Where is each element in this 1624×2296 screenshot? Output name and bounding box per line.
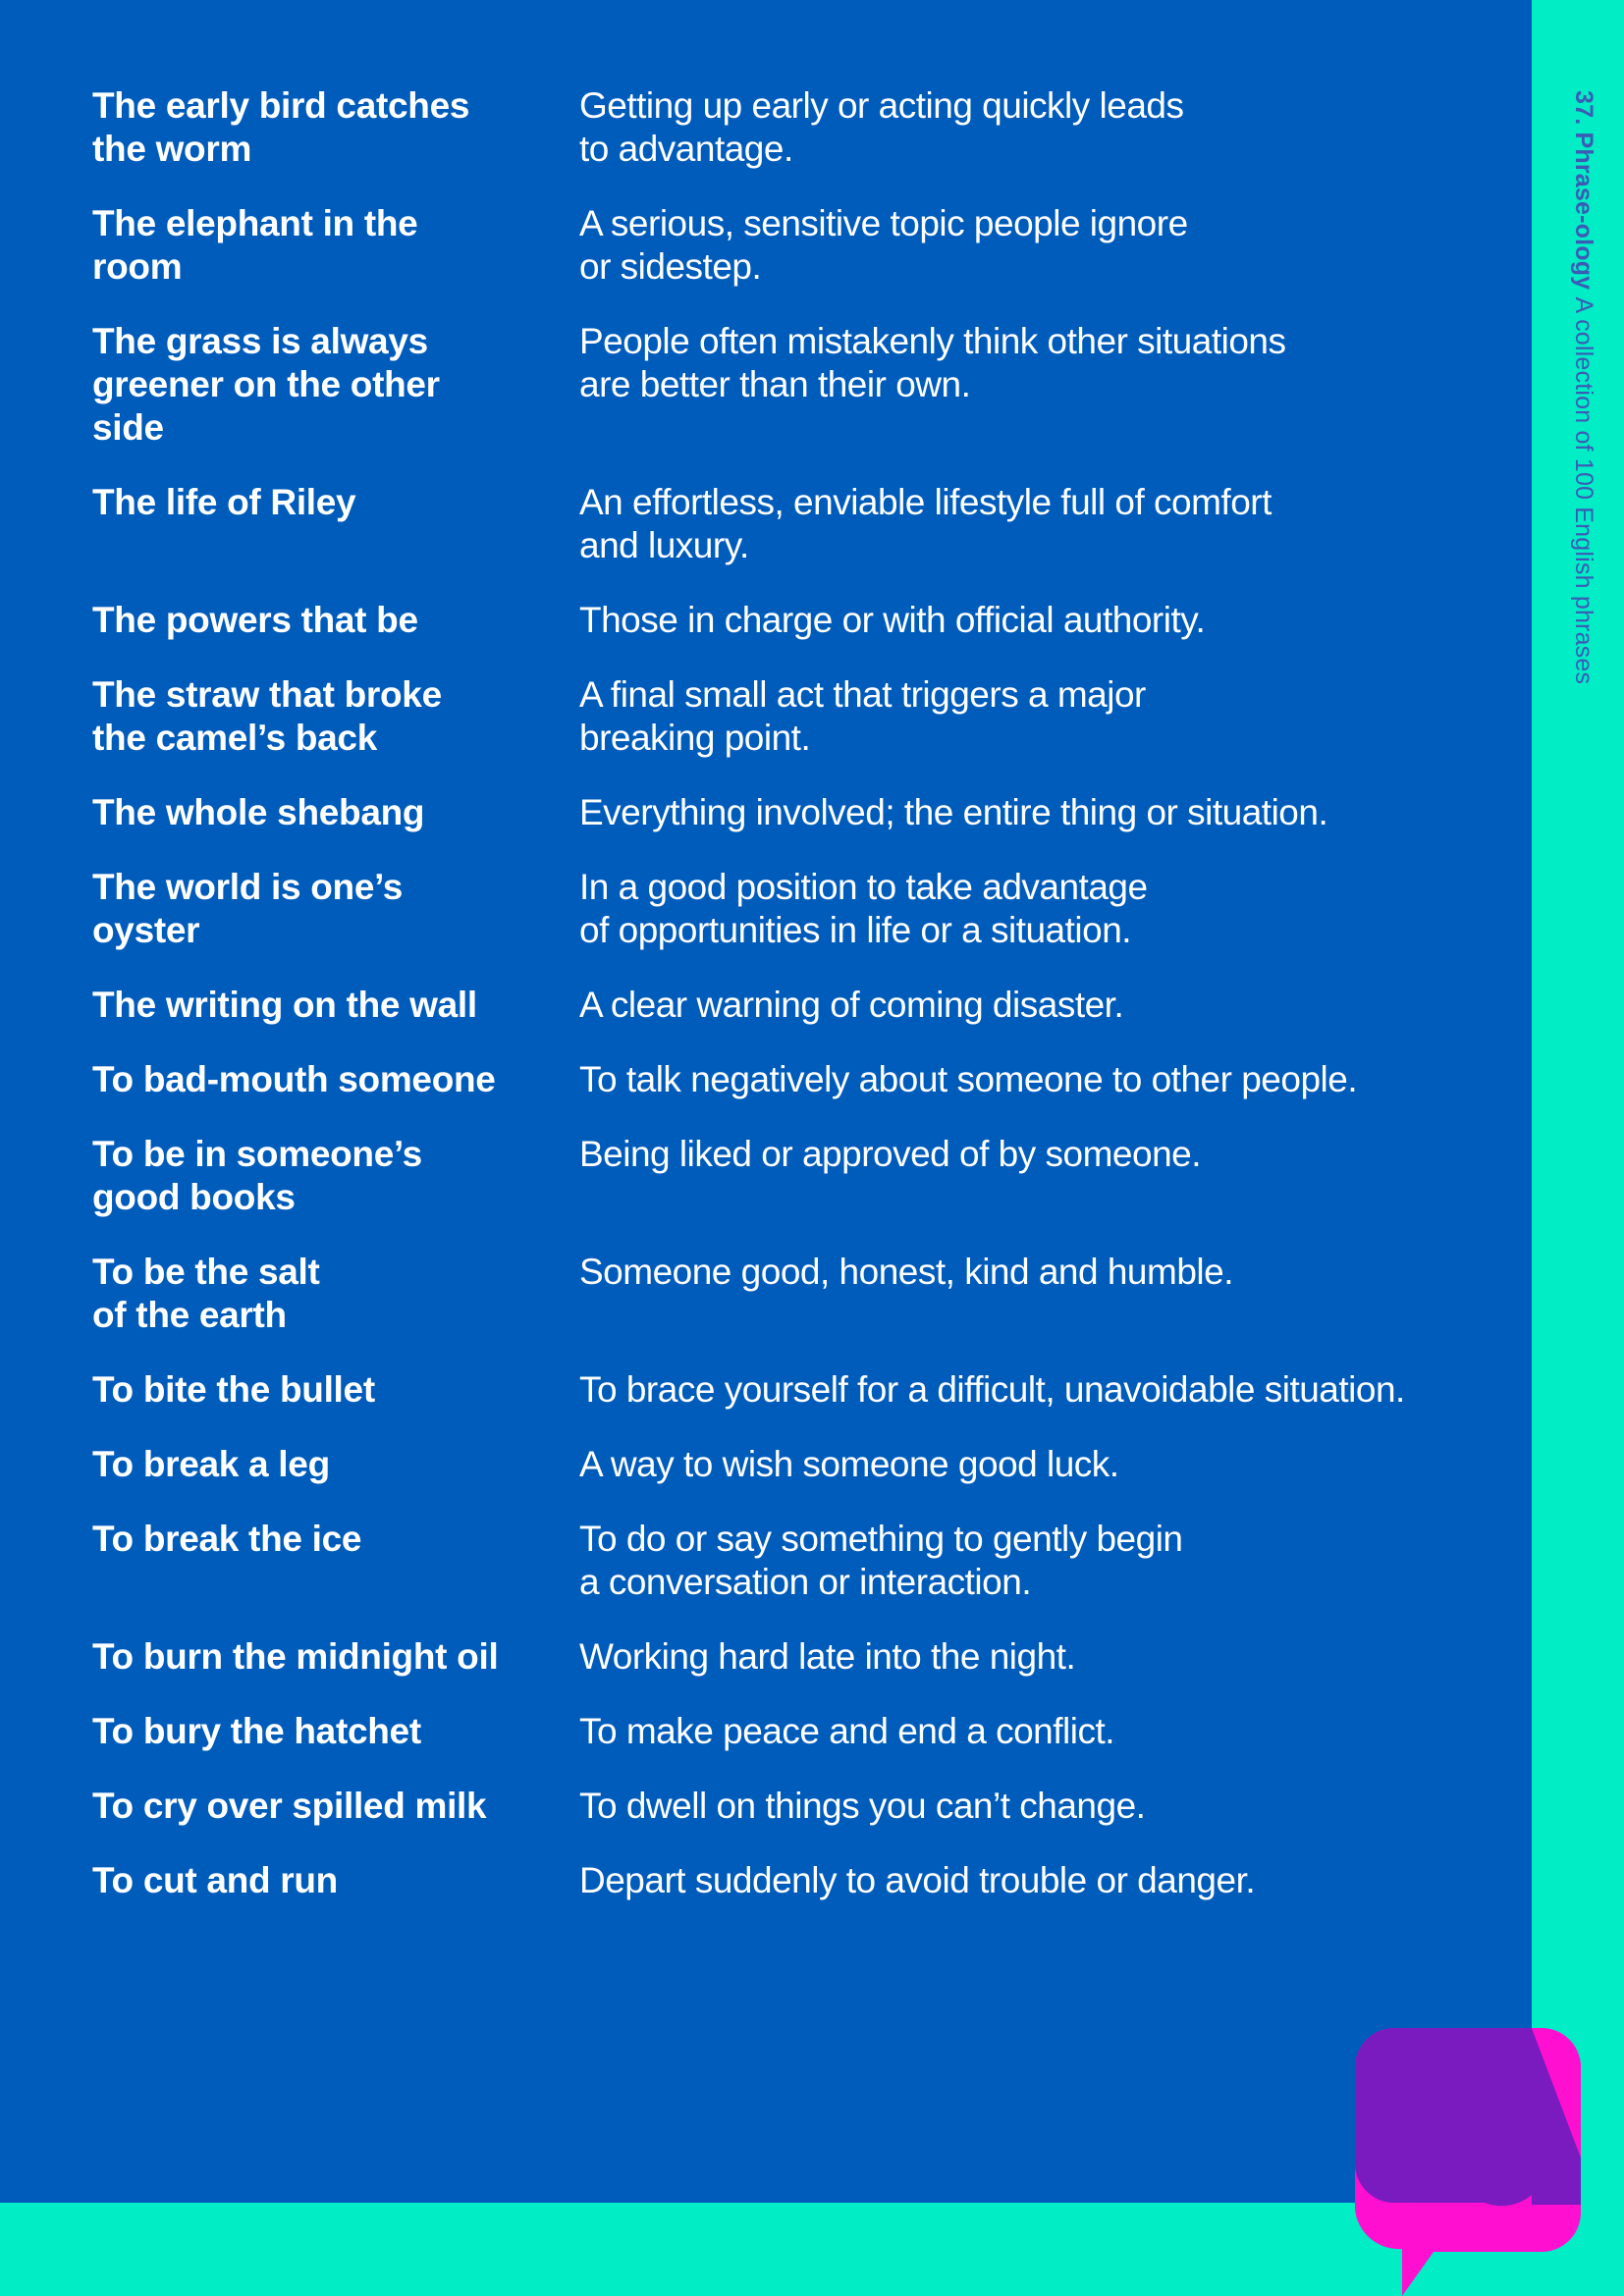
- phrase-term: To bad-mouth someone: [92, 1059, 496, 1099]
- phrase-row: [92, 481, 1487, 567]
- phrase-row: [92, 1443, 1487, 1486]
- phrase-term: The early bird catches the worm: [92, 85, 470, 169]
- phrase-definition: A final small act that triggers a major breaking point.: [579, 674, 1146, 758]
- phrase-definition: Everything involved; the entire thing or situation.: [579, 792, 1328, 832]
- phrase-definition: Being liked or approved of by someone.: [579, 1134, 1202, 1174]
- phrase-definition: A clear warning of coming disaster.: [579, 985, 1124, 1025]
- phrase-definition: People often mistakenly think other situations are better than their own.: [579, 321, 1286, 404]
- phrase-definition: Working hard late into the night.: [579, 1636, 1076, 1677]
- phrase-definition: Those in charge or with official authority.: [579, 600, 1206, 640]
- phrase-term: To cut and run: [92, 1860, 338, 1900]
- phrase-row: [92, 1058, 1487, 1101]
- phrase-row: [92, 1785, 1487, 1828]
- phrase-definition: Someone good, honest, kind and humble.: [579, 1252, 1233, 1292]
- phrase-row: [92, 202, 1487, 289]
- phrase-row: [92, 84, 1487, 171]
- phrase-list: [92, 84, 1487, 1934]
- phrase-term: The writing on the wall: [92, 985, 477, 1025]
- phrase-definition: In a good position to take advantage of opportunities in life or a situation.: [579, 867, 1148, 950]
- phrase-term: To break a leg: [92, 1444, 330, 1484]
- phrase-term: The world is one’s oyster: [92, 867, 404, 950]
- phrase-row: [92, 866, 1487, 952]
- phrase-definition: Depart suddenly to avoid trouble or danger.: [579, 1860, 1256, 1900]
- phrase-term: The whole shebang: [92, 792, 425, 832]
- phrase-term: The elephant in the room: [92, 203, 418, 287]
- phrase-term: To burn the midnight oil: [92, 1636, 499, 1677]
- phrase-row: [92, 1368, 1487, 1412]
- phrase-term: The life of Riley: [92, 482, 356, 522]
- phrase-term: To break the ice: [92, 1519, 362, 1559]
- phrase-term: The powers that be: [92, 600, 418, 640]
- phrase-term: The grass is always greener on the other side: [92, 321, 440, 448]
- phrase-definition: To dwell on things you can’t change.: [579, 1786, 1146, 1826]
- phrase-term: To bite the bullet: [92, 1369, 375, 1410]
- phrase-definition: Getting up early or acting quickly leads to advantage.: [579, 85, 1184, 169]
- caption-subtitle: A collection of 100 English phrases: [1570, 296, 1597, 685]
- phrase-row: [92, 1710, 1487, 1753]
- phrase-term: To bury the hatchet: [92, 1711, 421, 1751]
- phrase-row: [92, 1133, 1487, 1219]
- phrase-definition: To do or say something to gently begin a conversation or interaction.: [579, 1519, 1183, 1602]
- phrase-row: [92, 1859, 1487, 1902]
- phrase-definition: An effortless, enviable lifestyle full of comfort and luxury.: [579, 482, 1272, 565]
- phrase-definition: To brace yourself for a difficult, unavoidable situation.: [579, 1369, 1405, 1410]
- phrase-row: [92, 1251, 1487, 1337]
- phrase-row: [92, 673, 1487, 760]
- phrase-row: [92, 984, 1487, 1027]
- side-caption: [1569, 90, 1597, 684]
- phrase-definition: To make peace and end a conflict.: [579, 1711, 1115, 1751]
- speech-bubble-logo-icon: [1355, 2028, 1581, 2296]
- phrase-definition: A way to wish someone good luck.: [579, 1444, 1119, 1484]
- phrase-row: [92, 320, 1487, 450]
- phrase-row: [92, 599, 1487, 642]
- phrase-definition: A serious, sensitive topic people ignore or sidestep.: [579, 203, 1188, 287]
- phrase-term: The straw that broke the camel’s back: [92, 674, 442, 758]
- phrase-term: To be in someone’s good books: [92, 1134, 422, 1217]
- caption-title: 37. Phrase-ology: [1570, 90, 1597, 291]
- phrase-row: [92, 791, 1487, 834]
- phrase-term: To be the salt of the earth: [92, 1252, 320, 1335]
- phrase-definition: To talk negatively about someone to other people.: [579, 1059, 1358, 1099]
- phrase-row: [92, 1635, 1487, 1679]
- phrase-row: [92, 1518, 1487, 1604]
- phrase-term: To cry over spilled milk: [92, 1786, 487, 1826]
